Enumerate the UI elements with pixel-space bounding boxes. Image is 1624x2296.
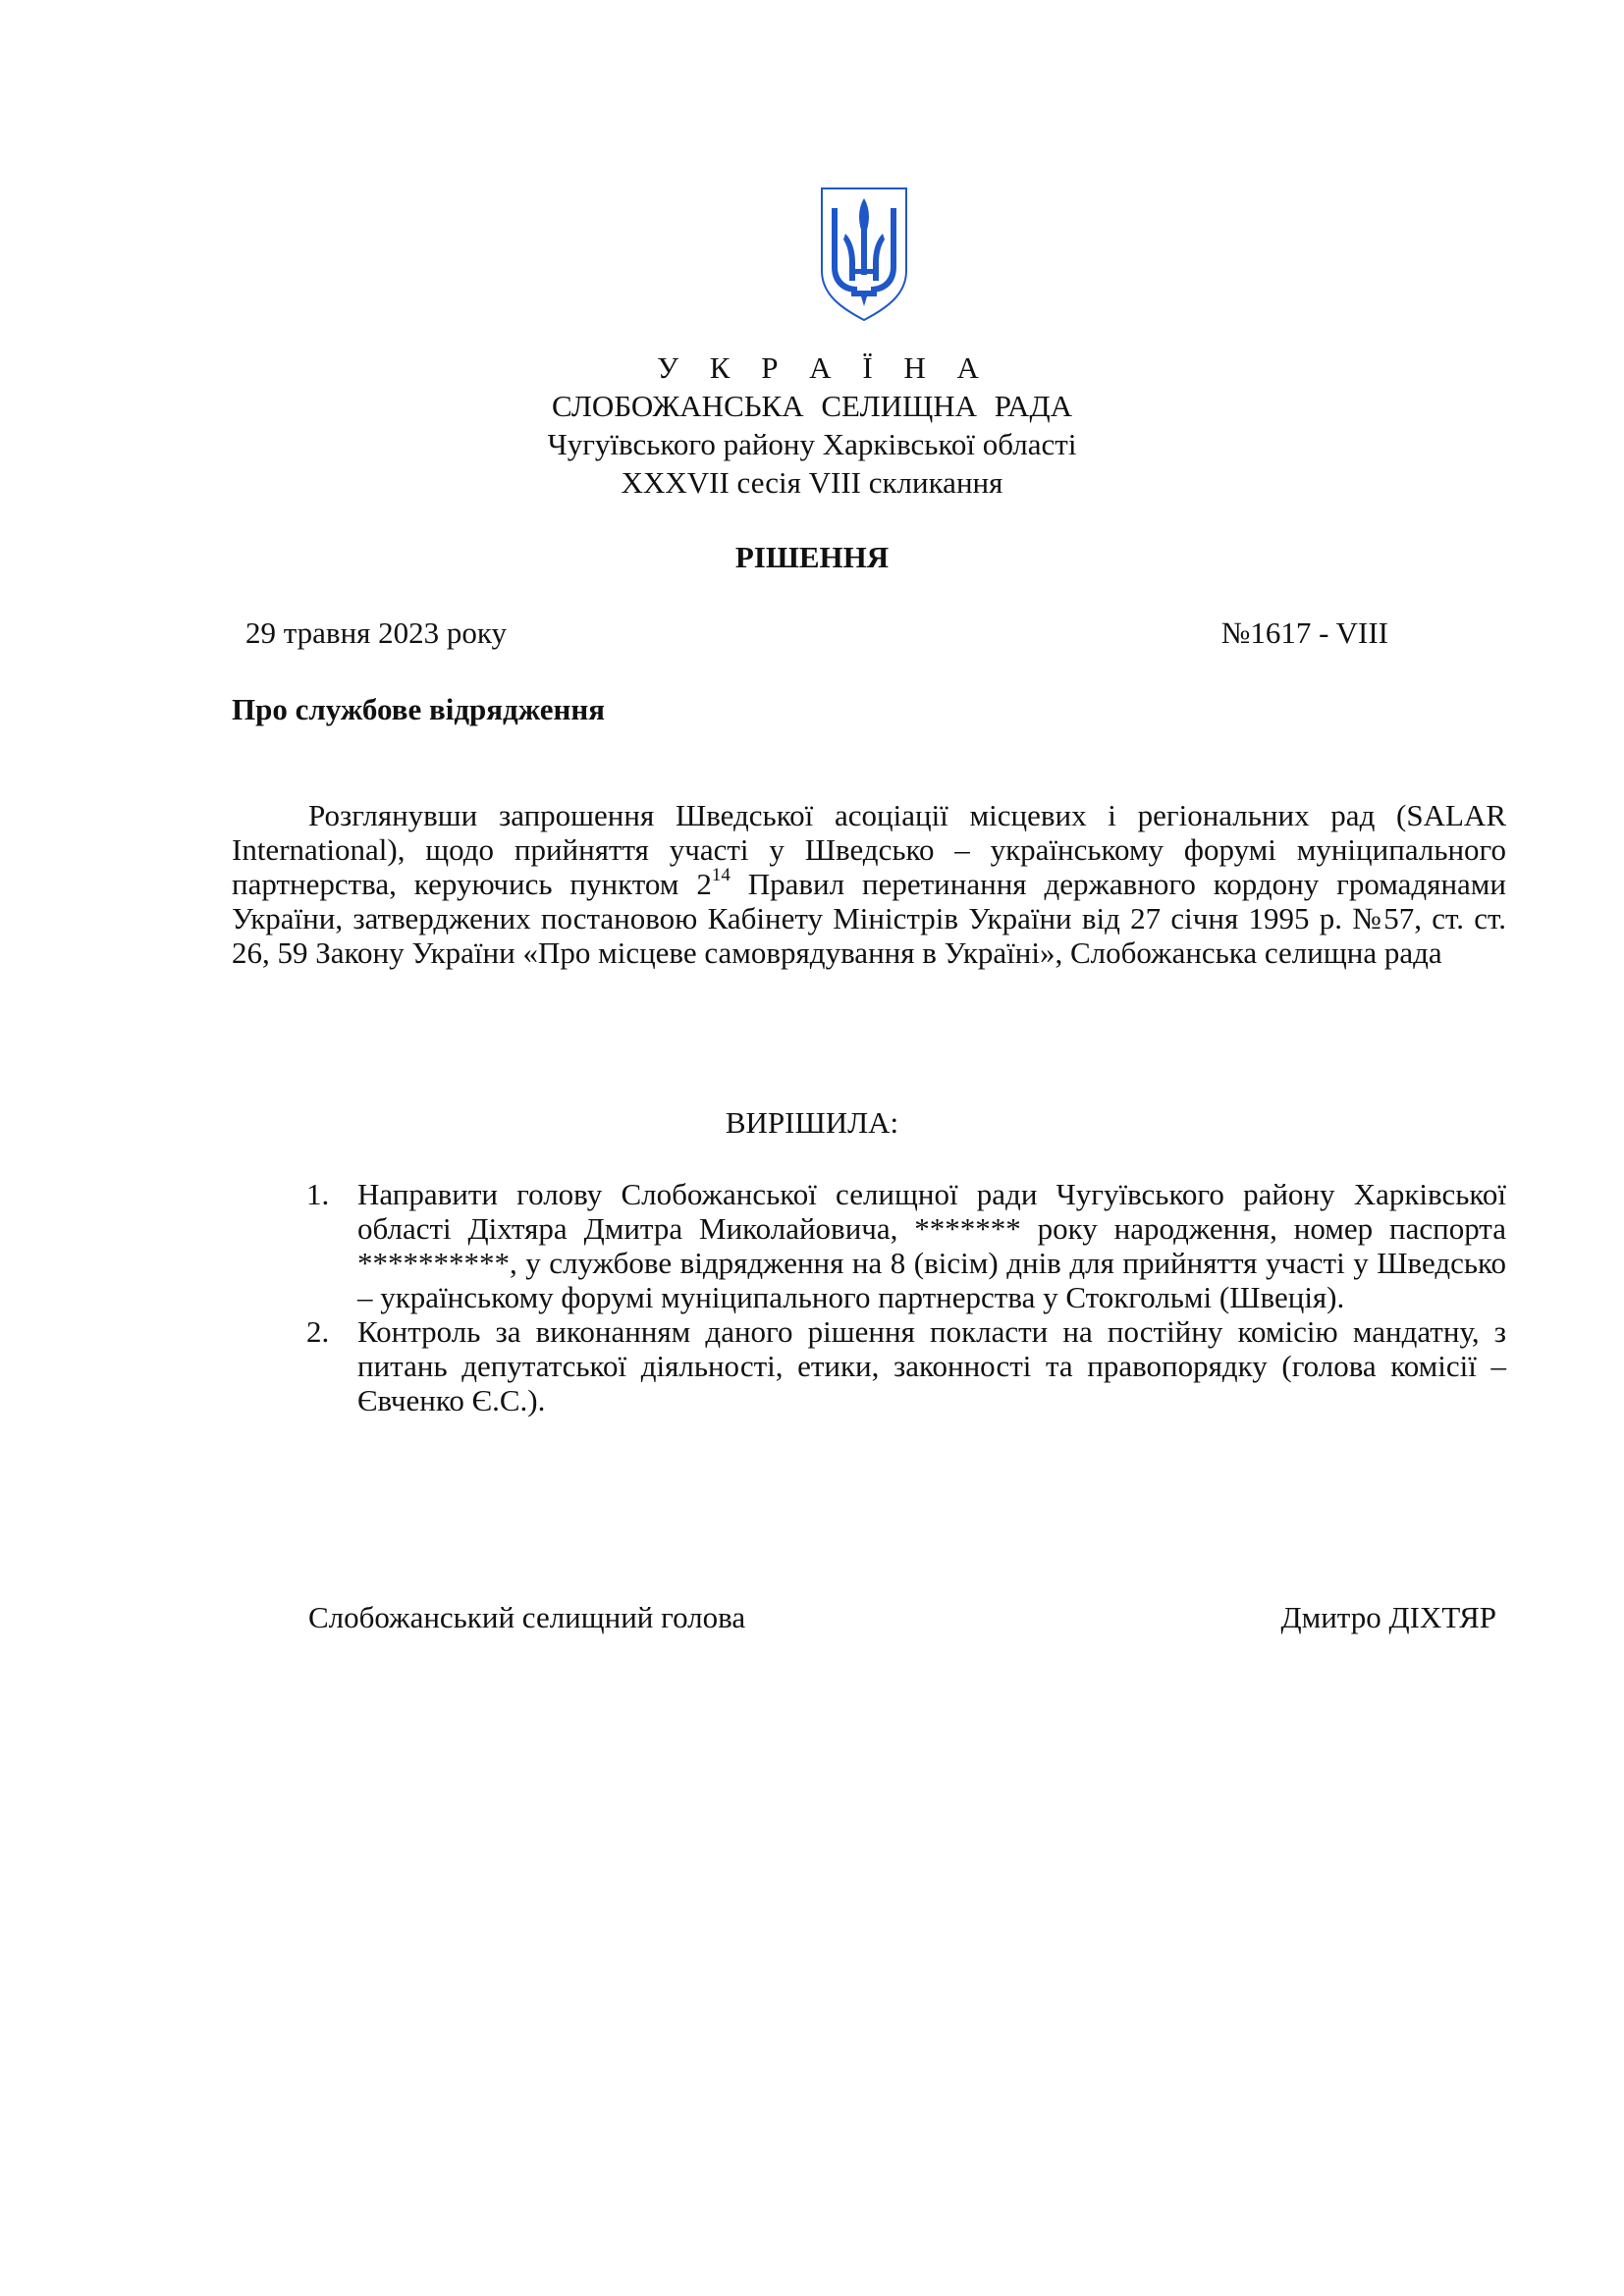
decision-item-text: Направити голову Слобожанської селищної ради Чугуївського району Харківської області Діхтяра Дмитра Миколайовича, ******* року народження, номер паспорта **********, у службове відрядження на 8 (вісім) днів для прийняття участі у Шведсько – українському форумі муніципального партнерства у Стокгольмі (Швеція). [357,1177,1506,1314]
decision-number: №1617 - VIII [1220,615,1388,650]
session-heading: XXXVII сесія VIII скликання [621,465,1003,500]
preamble-superscript: 14 [711,865,731,885]
decision-item-number: 2. [306,1314,330,1349]
signature-role: Слобожанський селищний голова [308,1600,746,1634]
district-heading: Чугуївського району Харківської області [547,427,1077,461]
signature-name: Дмитро ДІХТЯР [1280,1600,1496,1634]
decision-subject: Про службове відрядження [232,692,606,726]
council-heading: СЛОБОЖАНСЬКА СЕЛИЩНА РАДА [552,389,1072,423]
preamble-paragraph [232,798,1506,970]
resolved-label: ВИРІШИЛА: [725,1105,899,1140]
decision-item [306,1177,1506,1314]
decision-title: РІШЕННЯ [734,540,890,574]
decision-items-list [306,1177,1506,1417]
decision-item-text: Контроль за виконанням даного рішення покласти на постійну комісію мандатну, з питань депутатської діяльності, етики, законності та правопорядку (голова комісії – Євченко Є.С.). [357,1314,1506,1417]
country-heading: У К Р А Ї Н А [657,350,991,385]
decision-item [306,1314,1506,1417]
decision-date: 29 травня 2023 року [245,615,508,650]
preamble-text-start: Розглянувши запрошення Шведської асоціації місцевих і регіональних рад (SALAR International), щодо прийняття участі у Шведсько – українському форумі муніципального партнерства, керуючись пунктом 2 [232,798,1506,901]
decision-item-number: 1. [306,1177,330,1211]
trident-coat-of-arms-icon [818,185,910,322]
preamble-text-end: Правил перетинання державного кордону громадянами України, затверджених постановою Кабінету Міністрів України від 27 січня 1995 р. №57, ст. ст. 26, 59 Закону України «Про місцеве самоврядування в Україні», Слобожанська селищна рада [232,867,1507,970]
